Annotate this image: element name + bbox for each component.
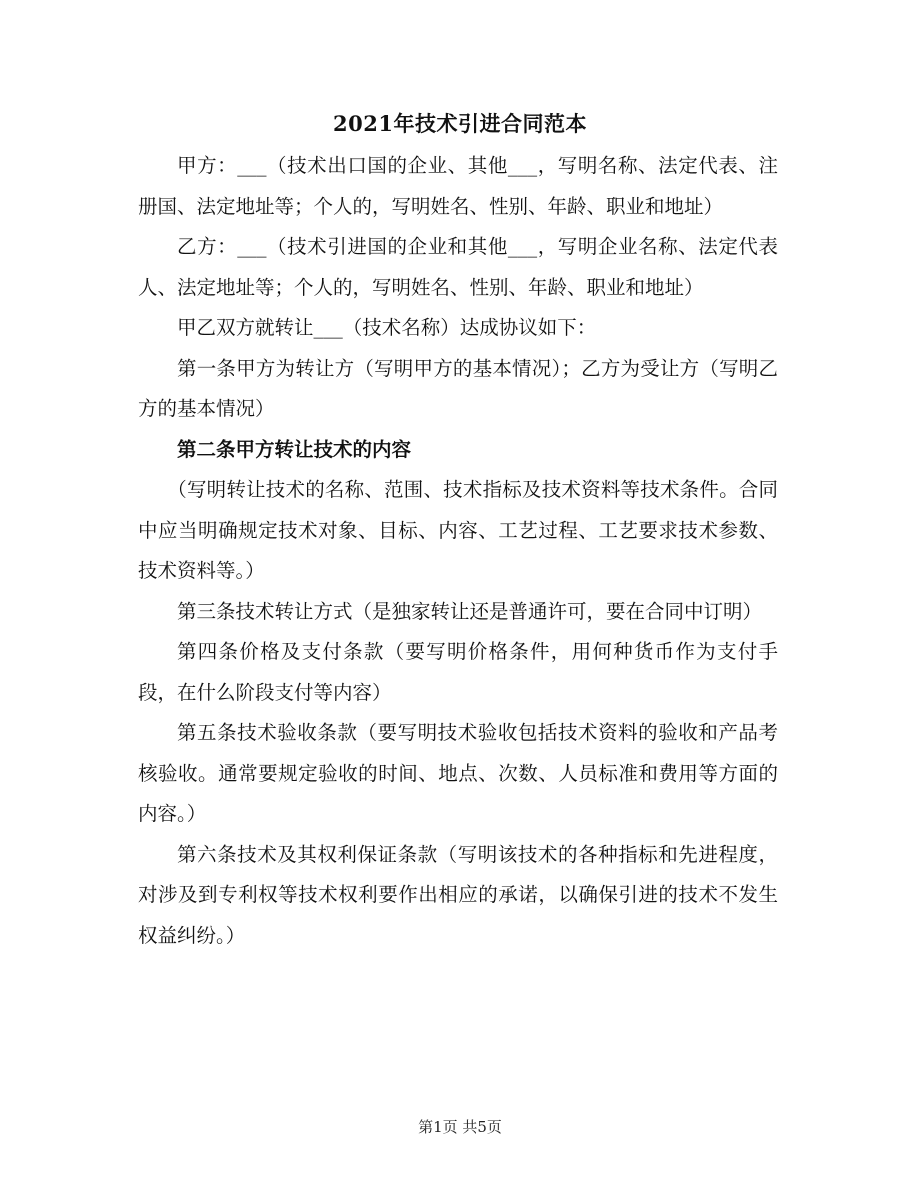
paragraph-article-3: 第三条技术转让方式（是独家转让还是普通许可，要在合同中订明） [177,599,763,623]
page-footer: 第1页 共5页 [418,1118,502,1136]
paragraph-article-2-heading: 第二条甲方转让技术的内容 [177,437,412,461]
document-title: 2021年技术引进合同范本 [333,111,587,136]
paragraph-party-a: 甲方：___（技术出口国的企业、其他___，写明名称、法定代表、注册国、法定地址等；个人的，写明姓名、性别、年龄、职业和地址） [138,154,778,218]
paragraph-article-1: 第一条甲方为转让方（写明甲方的基本情况）；乙方为受让方（写明乙方的基本情况） [138,356,778,420]
paragraph-agreement: 甲乙双方就转让___（技术名称）达成协议如下： [177,316,597,339]
paragraph-article-2-content: （写明转让技术的名称、范围、技术指标及技术资料等技术条件。合同中应当明确规定技术对象、目标、内容、工艺过程、工艺要求技术参数、技术资料等。） [138,478,778,582]
paragraph-party-b: 乙方：___（技术引进国的企业和其他___，写明企业名称、法定代表人、法定地址等；个人的，写明姓名、性别、年龄、职业和地址） [138,235,778,299]
paragraph-article-4: 第四条价格及支付条款（要写明价格条件，用何种货币作为支付手段，在什么阶段支付等内容） [138,640,778,704]
document-body [138,146,778,956]
paragraph-article-5: 第五条技术验收条款（要写明技术验收包括技术资料的验收和产品考核验收。通常要规定验收的时间、地点、次数、人员标准和费用等方面的内容。） [138,721,778,825]
paragraph-article-6: 第六条技术及其权利保证条款（写明该技术的各种指标和先进程度，对涉及到专利权等技术权利要作出相应的承诺，以确保引进的技术不发生权益纠纷。） [138,842,778,947]
